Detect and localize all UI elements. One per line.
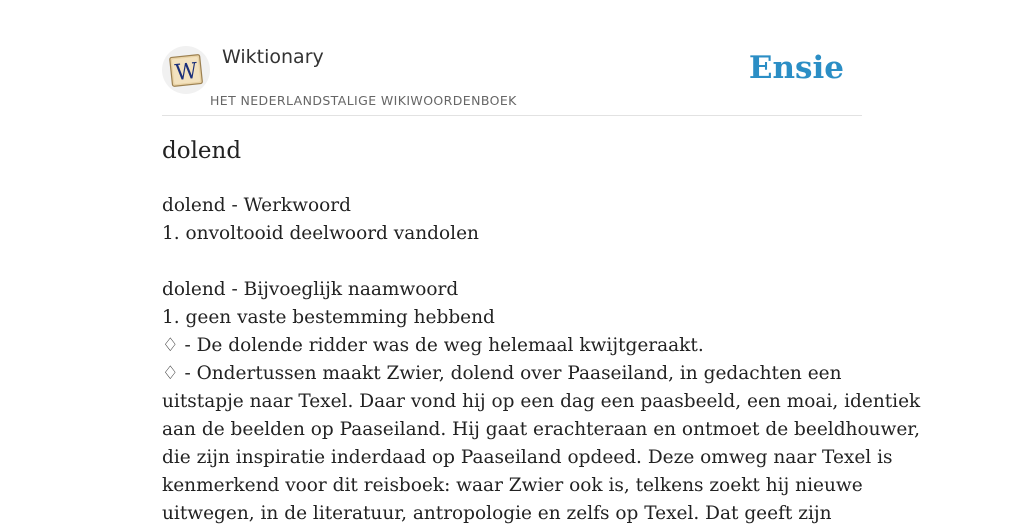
definition-line: aan de beelden op Paaseiland. Hij gaat erachteraan en ontmoet de beeldhouwer,: [162, 419, 920, 440]
definition-line: ♢ - Ondertussen maakt Zwier, dolend over Paaseiland, in gedachten een: [162, 363, 842, 384]
section-gap: [162, 248, 862, 276]
section-heading: dolend - Bijvoeglijk naamwoord: [162, 279, 459, 300]
header-divider: [162, 115, 862, 116]
wiktionary-tile-icon: [162, 46, 210, 94]
page: [162, 0, 921, 524]
definition-line: ♢ - De dolende ridder was de weg helemaal kwijtgeraakt.: [162, 335, 704, 356]
logo-letter: W: [173, 58, 199, 87]
definition-line: 1. geen vaste bestemming hebbend: [162, 307, 495, 328]
entry-content: [162, 192, 921, 528]
wiktionary-logo[interactable]: [162, 46, 210, 94]
definition-line: uitwegen, in de literatuur, antropologie en zelfs op Texel. Dat geeft zijn: [162, 503, 832, 524]
definition-line: die zijn inspiratie inderdaad op Paaseiland opdeed. Deze omweg naar Texel is: [162, 447, 893, 468]
definition-line: kenmerkend voor dit reisboek: waar Zwier ook is, telkens zoekt hij nieuwe: [162, 475, 863, 496]
page-title: dolend: [162, 138, 242, 164]
section-heading: dolend - Werkwoord: [162, 195, 351, 216]
definition-line: 1. onvoltooid deelwoord vandolen: [162, 223, 479, 244]
site-name[interactable]: Wiktionary: [222, 46, 324, 68]
definition-line: uitstapje naar Texel. Daar vond hij op een dag een paasbeeld, een moai, identiek: [162, 391, 921, 412]
site-subtitle: HET NEDERLANDSTALIGE WIKIWOORDENBOEK: [210, 93, 517, 108]
ensie-brand-link[interactable]: Ensie: [748, 50, 844, 86]
